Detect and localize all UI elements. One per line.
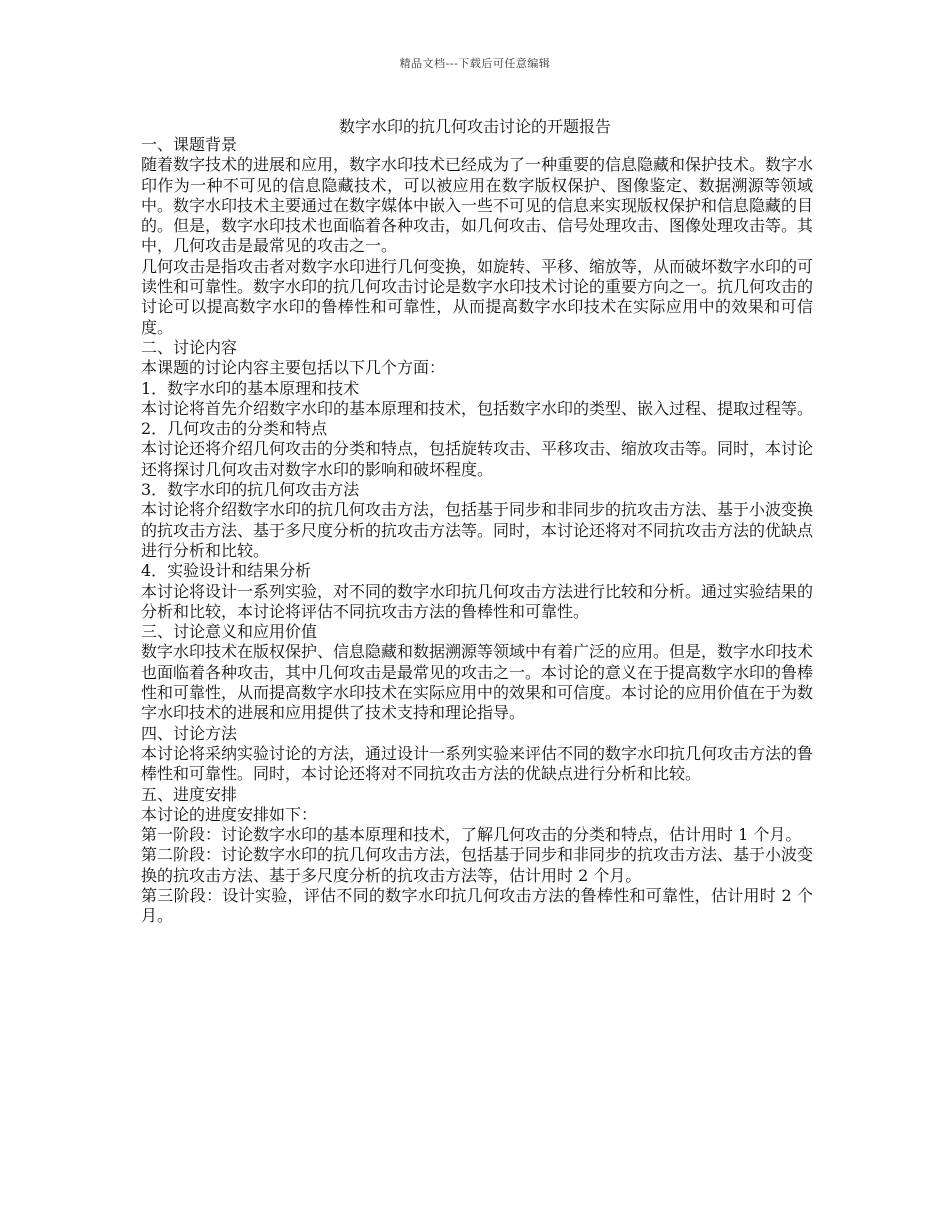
- section-heading: 四、讨论方法: [141, 723, 238, 743]
- section-heading: 一、课题背景: [141, 135, 238, 154]
- paragraph: 第一阶段：讨论数字水印的基本原理和技术，了解几何攻击的分类和特点，估计用时 1 个月。: [141, 825, 802, 845]
- document-title: 数字水印的抗几何攻击讨论的开题报告: [338, 117, 611, 136]
- section-heading: 三、讨论意义和应用价值: [141, 622, 318, 642]
- paragraph: 第三阶段：设计实验，评估不同的数字水印抗几何攻击方法的鲁棒性和可靠性，估计用时 2 个月。: [141, 885, 813, 926]
- subsection-heading: 3．数字水印的抗几何攻击方法: [141, 480, 360, 500]
- paragraph: 数字水印技术在版权保护、信息隐藏和数据溯源等领域中有着广泛的应用。但是，数字水印技术也面临着各种攻击，其中几何攻击是最常见的攻击之一。本讨论的意义在于提高数字水印的鲁棒性和可靠性，从而提高数字水印技术在实际应用中的效果和可信度。本讨论的应用价值在于为数字水印技术的进展和应用提供了技术支持和理论指导。: [141, 642, 814, 723]
- paragraph: 本讨论将设计一系列实验，对不同的数字水印抗几何攻击方法进行比较和分析。通过实验结果的分析和比较，本讨论将评估不同抗攻击方法的鲁棒性和可靠性。: [141, 581, 814, 621]
- paragraph: 本讨论将介绍数字水印的抗几何攻击方法，包括基于同步和非同步的抗攻击方法、基于小波变换的抗攻击方法、基于多尺度分析的抗攻击方法等。同时，本讨论还将对不同抗攻击方法的优缺点进行分析和比较。: [141, 500, 814, 560]
- subsection-heading: 1．数字水印的基本原理和技术: [141, 378, 360, 398]
- paragraph: 本讨论的进度安排如下：: [141, 804, 318, 824]
- document-body: [141, 135, 813, 927]
- paragraph: 本讨论将采纳实验讨论的方法，通过设计一系列实验来评估不同的数字水印抗几何攻击方法的鲁棒性和可靠性。同时，本讨论还将对不同抗攻击方法的优缺点进行分析和比较。: [141, 743, 814, 784]
- paragraph: 几何攻击是指攻击者对数字水印进行几何变换，如旋转、平移、缩放等，从而破坏数字水印的可读性和可靠性。数字水印的抗几何攻击讨论是数字水印技术讨论的重要方向之一。抗几何攻击的讨论可以提高数字水印的鲁棒性和可靠性，从而提高数字水印技术在实际应用中的效果和可信度。: [141, 256, 814, 337]
- paragraph: 本讨论将首先介绍数字水印的基本原理和技术，包括数字水印的类型、嵌入过程、提取过程等。: [141, 398, 814, 418]
- paragraph: 随着数字技术的进展和应用，数字水印技术已经成为了一种重要的信息隐藏和保护技术。数字水印作为一种不可见的信息隐藏技术，可以被应用在数字版权保护、图像鉴定、数据溯源等领域中。数字水印技术主要通过在数字媒体中嵌入一些不可见的信息来实现版权保护和信息隐藏的目的。但是，数字水印技术也面临着各种攻击，如几何攻击、信号处理攻击、图像处理攻击等。其中，几何攻击是最常见的攻击之一。: [141, 155, 814, 256]
- section-heading: 五、进度安排: [141, 784, 238, 804]
- paragraph: 本讨论还将介绍几何攻击的分类和特点，包括旋转攻击、平移攻击、缩放攻击等。同时，本讨论还将探讨几何攻击对数字水印的影响和破坏程度。: [141, 439, 814, 479]
- section-heading: 二、讨论内容: [141, 337, 238, 357]
- subsection-heading: 2．几何攻击的分类和特点: [141, 419, 328, 439]
- page-header: 精品文档---下载后可任意编辑: [399, 57, 551, 70]
- paragraph: 第二阶段：讨论数字水印的抗几何攻击方法，包括基于同步和非同步的抗攻击方法、基于小波变换的抗攻击方法、基于多尺度分析的抗攻击方法等，估计用时 2 个月。: [141, 845, 814, 885]
- paragraph: 本课题的讨论内容主要包括以下几个方面：: [141, 358, 446, 378]
- subsection-heading: 4．实验设计和结果分析: [141, 561, 312, 581]
